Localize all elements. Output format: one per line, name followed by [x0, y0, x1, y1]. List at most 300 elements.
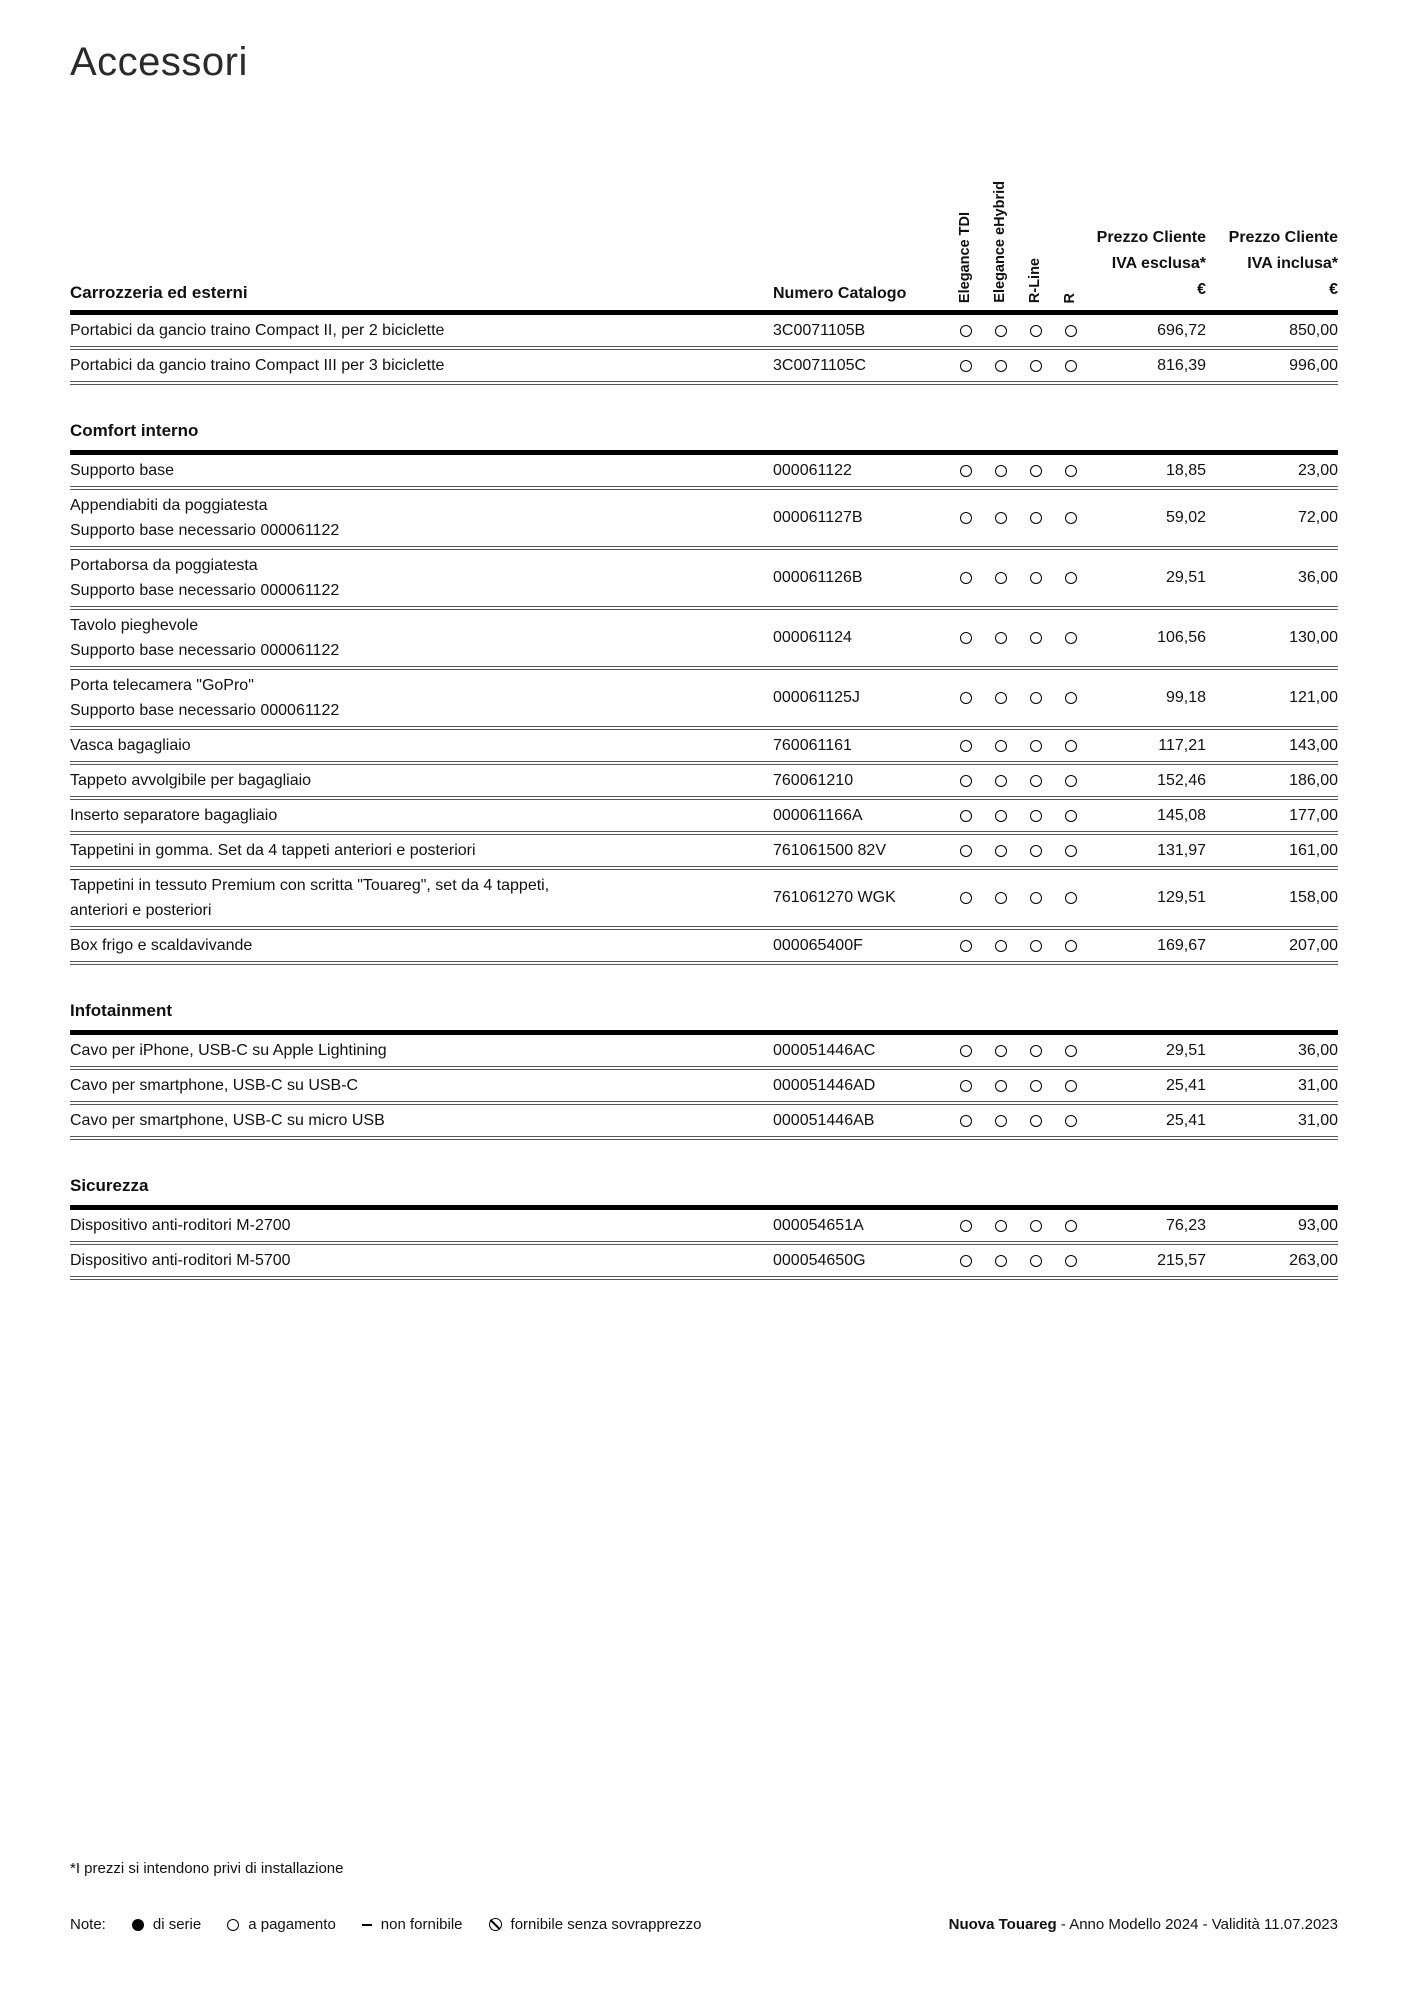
- price-excl-vat: 99,18: [1165, 689, 1206, 706]
- open-circle-icon: [1065, 1220, 1077, 1232]
- open-circle-icon: [995, 360, 1007, 372]
- open-circle-icon: [960, 845, 972, 857]
- table-row: [70, 1066, 1338, 1101]
- section-rows: [70, 455, 1338, 965]
- table-row: [70, 315, 1338, 346]
- availability-cell: [1065, 325, 1077, 337]
- open-circle-icon: [960, 810, 972, 822]
- availability-cell: [1065, 572, 1077, 584]
- availability-cell: [1030, 940, 1042, 952]
- availability-cell: [995, 572, 1007, 584]
- open-circle-icon: [995, 692, 1007, 704]
- open-circle-icon: [1065, 632, 1077, 644]
- open-circle-icon: [960, 1255, 972, 1267]
- price-column-header: [1206, 225, 1338, 303]
- price-excl-vat: 25,41: [1165, 1076, 1206, 1094]
- row-description: [70, 1105, 773, 1136]
- open-circle-icon: [1065, 1115, 1077, 1127]
- table-row: [70, 761, 1338, 796]
- open-circle-icon: [1030, 465, 1042, 477]
- section-rows: [70, 315, 1338, 385]
- availability-cell: [995, 325, 1007, 337]
- price-incl-vat: 177,00: [1289, 806, 1338, 824]
- description-line: Cavo per smartphone, USB-C su micro USB: [70, 1112, 385, 1129]
- open-circle-icon: [995, 512, 1007, 524]
- availability-cell: [1030, 1115, 1042, 1127]
- availability-cell: [995, 775, 1007, 787]
- price-incl-vat: 996,00: [1289, 356, 1338, 374]
- availability-cell: [960, 512, 972, 524]
- row-description: [70, 1070, 773, 1101]
- catalog-number: 761061500 82V: [773, 841, 886, 859]
- price-excl-vat: 29,51: [1165, 569, 1206, 586]
- availability-cell: [1030, 572, 1042, 584]
- row-description: [70, 610, 773, 666]
- price-incl-vat: 121,00: [1289, 689, 1338, 706]
- availability-cell: [1030, 892, 1042, 904]
- trim-column-header: Elegance eHybrid: [992, 181, 1009, 303]
- section-rows: [70, 1035, 1338, 1140]
- table-row: [70, 796, 1338, 831]
- open-circle-icon: [960, 892, 972, 904]
- availability-cell: [960, 940, 972, 952]
- open-circle-icon: [960, 325, 972, 337]
- availability-cell: [1065, 1255, 1077, 1267]
- model-validity-info: [949, 1916, 1338, 1933]
- availability-cell: [995, 1220, 1007, 1232]
- open-circle-icon: [995, 892, 1007, 904]
- table-row: [70, 486, 1338, 546]
- table-row: [70, 926, 1338, 961]
- description-line: Portabici da gancio traino Compact II, per 2 biciclette: [70, 322, 445, 339]
- description-line: Portabici da gancio traino Compact III per 3 biciclette: [70, 357, 445, 374]
- table-column-header: [70, 138, 1338, 315]
- catalog-number: 000065400F: [773, 936, 863, 954]
- row-description: [70, 670, 773, 726]
- currency-symbol: €: [1197, 281, 1206, 298]
- price-header-subtitle: IVA inclusa*: [1247, 255, 1338, 272]
- description-line: Tappetini in tessuto Premium con scritta "Touareg", set da 4 tappeti,: [70, 877, 550, 894]
- price-excl-vat: 152,46: [1157, 771, 1206, 789]
- availability-cell: [960, 360, 972, 372]
- open-circle-icon: [1030, 572, 1042, 584]
- open-circle-icon: [960, 465, 972, 477]
- table-row: [70, 666, 1338, 726]
- catalog-number: 000054651A: [773, 1216, 864, 1234]
- price-incl-vat: 263,00: [1289, 1251, 1338, 1269]
- description-line: Tappeto avvolgibile per bagagliaio: [70, 772, 312, 789]
- availability-cell: [995, 1045, 1007, 1057]
- price-excl-vat: 18,85: [1165, 461, 1206, 479]
- description-line: Cavo per smartphone, USB-C su USB-C: [70, 1077, 359, 1094]
- trim-column-header: R: [1062, 292, 1079, 303]
- description-line: Supporto base necessario 000061122: [70, 642, 340, 659]
- filled-circle-icon: [132, 1919, 144, 1931]
- description-line: Supporto base necessario 000061122: [70, 522, 340, 539]
- open-circle-icon: [995, 1220, 1007, 1232]
- price-incl-vat: 161,00: [1289, 841, 1338, 859]
- availability-cell: [1065, 1080, 1077, 1092]
- availability-cell: [1065, 740, 1077, 752]
- open-circle-icon: [1030, 325, 1042, 337]
- open-circle-icon: [960, 632, 972, 644]
- catalog-number: 760061161: [773, 736, 852, 754]
- availability-cell: [1030, 1045, 1042, 1057]
- open-circle-icon: [1065, 360, 1077, 372]
- open-circle-icon: [1030, 692, 1042, 704]
- open-circle-icon: [1065, 1255, 1077, 1267]
- model-validity-text: - Anno Modello 2024 - Validità 11.07.2023: [1056, 1916, 1338, 1933]
- open-circle-icon: [960, 692, 972, 704]
- open-circle-icon: [1065, 940, 1077, 952]
- section-title: Carrozzeria ed esterni: [70, 283, 248, 302]
- catalog-number: 3C0071105C: [773, 356, 867, 374]
- availability-cell: [1065, 775, 1077, 787]
- table-row: [70, 866, 1338, 926]
- description-line: Supporto base: [70, 462, 175, 479]
- description-line: Portaborsa da poggiatesta: [70, 557, 258, 574]
- trim-column-header: Elegance TDI: [957, 211, 974, 303]
- legend-label: di serie: [152, 1916, 202, 1933]
- catalog-number: 000061127B: [773, 509, 863, 526]
- trim-column-header: R-Line: [1027, 257, 1044, 303]
- open-circle-icon: [1030, 740, 1042, 752]
- row-description: [70, 490, 773, 546]
- open-circle-icon: [1065, 572, 1077, 584]
- price-excl-vat: 816,39: [1157, 356, 1206, 374]
- availability-cell: [1065, 632, 1077, 644]
- open-circle-icon: [995, 1080, 1007, 1092]
- table-row: [70, 831, 1338, 866]
- availability-cell: [960, 810, 972, 822]
- open-circle-icon: [1065, 892, 1077, 904]
- price-incl-vat: 143,00: [1289, 736, 1338, 754]
- description-line: Supporto base necessario 000061122: [70, 702, 340, 719]
- price-excl-vat: 25,41: [1165, 1111, 1206, 1129]
- price-incl-vat: 93,00: [1297, 1216, 1338, 1234]
- row-description: [70, 1035, 773, 1066]
- price-incl-vat: 23,00: [1297, 461, 1338, 479]
- availability-cell: [1030, 740, 1042, 752]
- open-circle-icon: [960, 740, 972, 752]
- availability-cell: [995, 692, 1007, 704]
- open-circle-icon: [1065, 465, 1077, 477]
- availability-cell: [1030, 632, 1042, 644]
- open-circle-icon: [1030, 810, 1042, 822]
- description-line: Tappetini in gomma. Set da 4 tappeti anteriori e posteriori: [70, 842, 476, 859]
- price-incl-vat: 31,00: [1297, 1076, 1338, 1094]
- open-circle-icon: [1030, 1080, 1042, 1092]
- catalog-number: 3C0071105B: [773, 321, 866, 339]
- open-circle-icon: [960, 1115, 972, 1127]
- open-circle-icon: [960, 512, 972, 524]
- accessories-table: [70, 138, 1338, 1280]
- open-circle-icon: [960, 1045, 972, 1057]
- open-circle-icon: [960, 572, 972, 584]
- catalog-number: 000061122: [773, 461, 852, 479]
- row-description: [70, 455, 773, 486]
- row-description: [70, 870, 773, 926]
- availability-cell: [995, 940, 1007, 952]
- price-excl-vat: 59,02: [1165, 509, 1206, 526]
- availability-cell: [1030, 325, 1042, 337]
- slashed-circle-icon: [489, 1918, 502, 1931]
- availability-cell: [1030, 512, 1042, 524]
- availability-cell: [1030, 1220, 1042, 1232]
- description-line: Box frigo e scaldavivande: [70, 937, 253, 954]
- price-incl-vat: 186,00: [1289, 771, 1338, 789]
- availability-cell: [995, 465, 1007, 477]
- availability-cell: [995, 360, 1007, 372]
- table-section: [70, 1176, 1338, 1280]
- legend-item-a-pagamento: [227, 1916, 336, 1933]
- table-section: [70, 138, 1338, 385]
- open-circle-icon: [960, 1220, 972, 1232]
- open-circle-icon: [1065, 325, 1077, 337]
- availability-cell: [960, 1220, 972, 1232]
- open-circle-icon: [1030, 892, 1042, 904]
- availability-cell: [1065, 892, 1077, 904]
- availability-cell: [960, 740, 972, 752]
- row-description: [70, 1210, 773, 1241]
- legend-item-non-fornibile: [362, 1916, 463, 1933]
- description-line: Supporto base necessario 000061122: [70, 582, 340, 599]
- availability-cell: [960, 692, 972, 704]
- price-footnote: *I prezzi si intendono privi di installazione: [70, 1860, 344, 1877]
- price-excl-vat: 131,97: [1157, 841, 1206, 859]
- price-incl-vat: 158,00: [1289, 889, 1338, 906]
- table-row: [70, 1035, 1338, 1066]
- availability-cell: [1030, 465, 1042, 477]
- availability-cell: [1065, 1220, 1077, 1232]
- row-description: [70, 835, 773, 866]
- catalog-number: 000061124: [773, 629, 852, 646]
- catalog-number: 000051446AB: [773, 1111, 875, 1129]
- notes-label: Note:: [70, 1916, 106, 1933]
- open-circle-icon: [1030, 512, 1042, 524]
- catalog-number: 760061210: [773, 771, 854, 789]
- catalog-number: 000061125J: [773, 689, 860, 706]
- availability-cell: [995, 810, 1007, 822]
- open-circle-icon: [1030, 1045, 1042, 1057]
- legend-item-di-serie: [132, 1916, 201, 1933]
- availability-cell: [1030, 1080, 1042, 1092]
- availability-cell: [1065, 465, 1077, 477]
- availability-cell: [995, 740, 1007, 752]
- open-circle-icon: [995, 572, 1007, 584]
- availability-cell: [995, 632, 1007, 644]
- price-incl-vat: 36,00: [1297, 569, 1338, 586]
- open-circle-icon: [995, 810, 1007, 822]
- open-circle-icon: [960, 1080, 972, 1092]
- availability-cell: [995, 1115, 1007, 1127]
- availability-cell: [1065, 1045, 1077, 1057]
- open-circle-icon: [1065, 810, 1077, 822]
- model-name: Nuova Touareg: [948, 1916, 1057, 1933]
- availability-cell: [960, 1115, 972, 1127]
- price-incl-vat: 207,00: [1289, 936, 1338, 954]
- row-description: [70, 800, 773, 831]
- notes-legend: [70, 1916, 1338, 1933]
- table-section: [70, 1001, 1338, 1140]
- description-line: Tavolo pieghevole: [70, 617, 199, 634]
- availability-cell: [1065, 940, 1077, 952]
- open-circle-icon: [960, 775, 972, 787]
- description-line: Vasca bagagliaio: [70, 737, 191, 754]
- row-description: [70, 350, 773, 381]
- availability-cell: [1065, 692, 1077, 704]
- price-excl-vat: 169,67: [1157, 936, 1206, 954]
- availability-cell: [960, 845, 972, 857]
- availability-cell: [1065, 360, 1077, 372]
- availability-cell: [1065, 512, 1077, 524]
- section-rows: [70, 1210, 1338, 1280]
- price-excl-vat: 145,08: [1157, 806, 1206, 824]
- page-title: Accessori: [70, 40, 248, 84]
- legend-label: a pagamento: [248, 1916, 336, 1933]
- table-row: [70, 726, 1338, 761]
- availability-cell: [1030, 692, 1042, 704]
- availability-cell: [960, 892, 972, 904]
- row-description: [70, 1245, 773, 1276]
- open-circle-icon: [1065, 1045, 1077, 1057]
- open-circle-icon: [995, 1045, 1007, 1057]
- open-circle-icon: [1030, 1220, 1042, 1232]
- availability-cell: [1030, 775, 1042, 787]
- table-row: [70, 455, 1338, 486]
- catalog-column-header: Numero Catalogo: [773, 285, 907, 302]
- availability-cell: [1030, 810, 1042, 822]
- availability-cell: [995, 512, 1007, 524]
- catalog-number: 000061166A: [773, 806, 863, 824]
- open-circle-icon: [995, 325, 1007, 337]
- open-circle-icon: [1065, 1080, 1077, 1092]
- price-incl-vat: 36,00: [1297, 1041, 1338, 1059]
- availability-cell: [995, 1255, 1007, 1267]
- description-line: anteriori e posteriori: [70, 902, 212, 919]
- open-circle-icon: [995, 465, 1007, 477]
- price-excl-vat: 696,72: [1157, 321, 1206, 339]
- price-excl-vat: 76,23: [1165, 1216, 1206, 1234]
- catalog-number: 000051446AC: [773, 1041, 876, 1059]
- open-circle-icon: [1030, 775, 1042, 787]
- price-excl-vat: 29,51: [1165, 1041, 1206, 1059]
- open-circle-icon: [1065, 740, 1077, 752]
- row-description: [70, 730, 773, 761]
- availability-cell: [960, 325, 972, 337]
- section-title: Comfort interno: [70, 421, 1338, 455]
- availability-cell: [960, 632, 972, 644]
- open-circle-icon: [995, 632, 1007, 644]
- price-incl-vat: 31,00: [1297, 1111, 1338, 1129]
- section-title: Infotainment: [70, 1001, 1338, 1035]
- availability-cell: [1065, 1115, 1077, 1127]
- availability-cell: [1030, 360, 1042, 372]
- open-circle-icon: [995, 1255, 1007, 1267]
- price-header-title: Prezzo Cliente: [1228, 229, 1338, 246]
- availability-cell: [960, 1080, 972, 1092]
- row-description: [70, 930, 773, 961]
- row-description: [70, 765, 773, 796]
- table-section: [70, 421, 1338, 965]
- availability-cell: [960, 572, 972, 584]
- availability-cell: [960, 775, 972, 787]
- price-excl-vat: 106,56: [1157, 629, 1206, 646]
- description-line: Inserto separatore bagagliaio: [70, 807, 278, 824]
- table-row: [70, 1101, 1338, 1136]
- availability-cell: [995, 1080, 1007, 1092]
- price-incl-vat: 850,00: [1289, 321, 1338, 339]
- price-excl-vat: 129,51: [1157, 889, 1206, 906]
- price-excl-vat: 117,21: [1158, 736, 1206, 754]
- catalog-number: 000054650G: [773, 1251, 866, 1269]
- table-row: [70, 1210, 1338, 1241]
- availability-cell: [960, 1255, 972, 1267]
- currency-symbol: €: [1329, 281, 1338, 298]
- legend-label: fornibile senza sovrapprezzo: [510, 1916, 702, 1933]
- open-circle-icon: [1065, 845, 1077, 857]
- availability-cell: [995, 892, 1007, 904]
- dash-icon: [362, 1924, 372, 1926]
- open-circle-icon: [1030, 1255, 1042, 1267]
- availability-cell: [1065, 845, 1077, 857]
- table-row: [70, 1241, 1338, 1276]
- open-circle-icon: [1065, 692, 1077, 704]
- catalog-number: 000051446AD: [773, 1076, 876, 1094]
- table-row: [70, 546, 1338, 606]
- open-circle-icon: [1030, 632, 1042, 644]
- open-circle-icon: [995, 940, 1007, 952]
- open-circle-icon: [1065, 775, 1077, 787]
- description-line: Dispositivo anti-roditori M-2700: [70, 1217, 291, 1234]
- open-circle-icon: [1030, 940, 1042, 952]
- section-title: Sicurezza: [70, 1176, 1338, 1210]
- description-line: Dispositivo anti-roditori M-5700: [70, 1252, 291, 1269]
- price-excl-vat: 215,57: [1157, 1251, 1206, 1269]
- description-line: Cavo per iPhone, USB-C su Apple Lightining: [70, 1042, 387, 1059]
- price-column-header: [1088, 225, 1206, 303]
- availability-cell: [1030, 1255, 1042, 1267]
- open-circle-icon: [995, 775, 1007, 787]
- price-incl-vat: 130,00: [1289, 629, 1338, 646]
- open-circle-icon: [960, 360, 972, 372]
- legend-item-senza-sovrapprezzo: [489, 1916, 702, 1933]
- price-header-subtitle: IVA esclusa*: [1111, 255, 1206, 272]
- row-description: [70, 315, 773, 346]
- availability-cell: [995, 845, 1007, 857]
- catalog-number: 761061270 WGK: [773, 889, 896, 906]
- table-row: [70, 346, 1338, 381]
- availability-cell: [1065, 810, 1077, 822]
- open-circle-icon: [995, 1115, 1007, 1127]
- price-header-title: Prezzo Cliente: [1096, 229, 1206, 246]
- open-circle-icon: [1030, 845, 1042, 857]
- open-circle-icon: [1030, 1115, 1042, 1127]
- legend-label: non fornibile: [380, 1916, 463, 1933]
- catalog-number: 000061126B: [773, 569, 863, 586]
- open-circle-icon: [227, 1919, 239, 1931]
- availability-cell: [1030, 845, 1042, 857]
- open-circle-icon: [995, 740, 1007, 752]
- description-line: Appendiabiti da poggiatesta: [70, 497, 268, 514]
- open-circle-icon: [995, 845, 1007, 857]
- description-line: Porta telecamera "GoPro": [70, 677, 254, 694]
- row-description: [70, 550, 773, 606]
- table-row: [70, 606, 1338, 666]
- price-incl-vat: 72,00: [1297, 509, 1338, 526]
- open-circle-icon: [1065, 512, 1077, 524]
- open-circle-icon: [1030, 360, 1042, 372]
